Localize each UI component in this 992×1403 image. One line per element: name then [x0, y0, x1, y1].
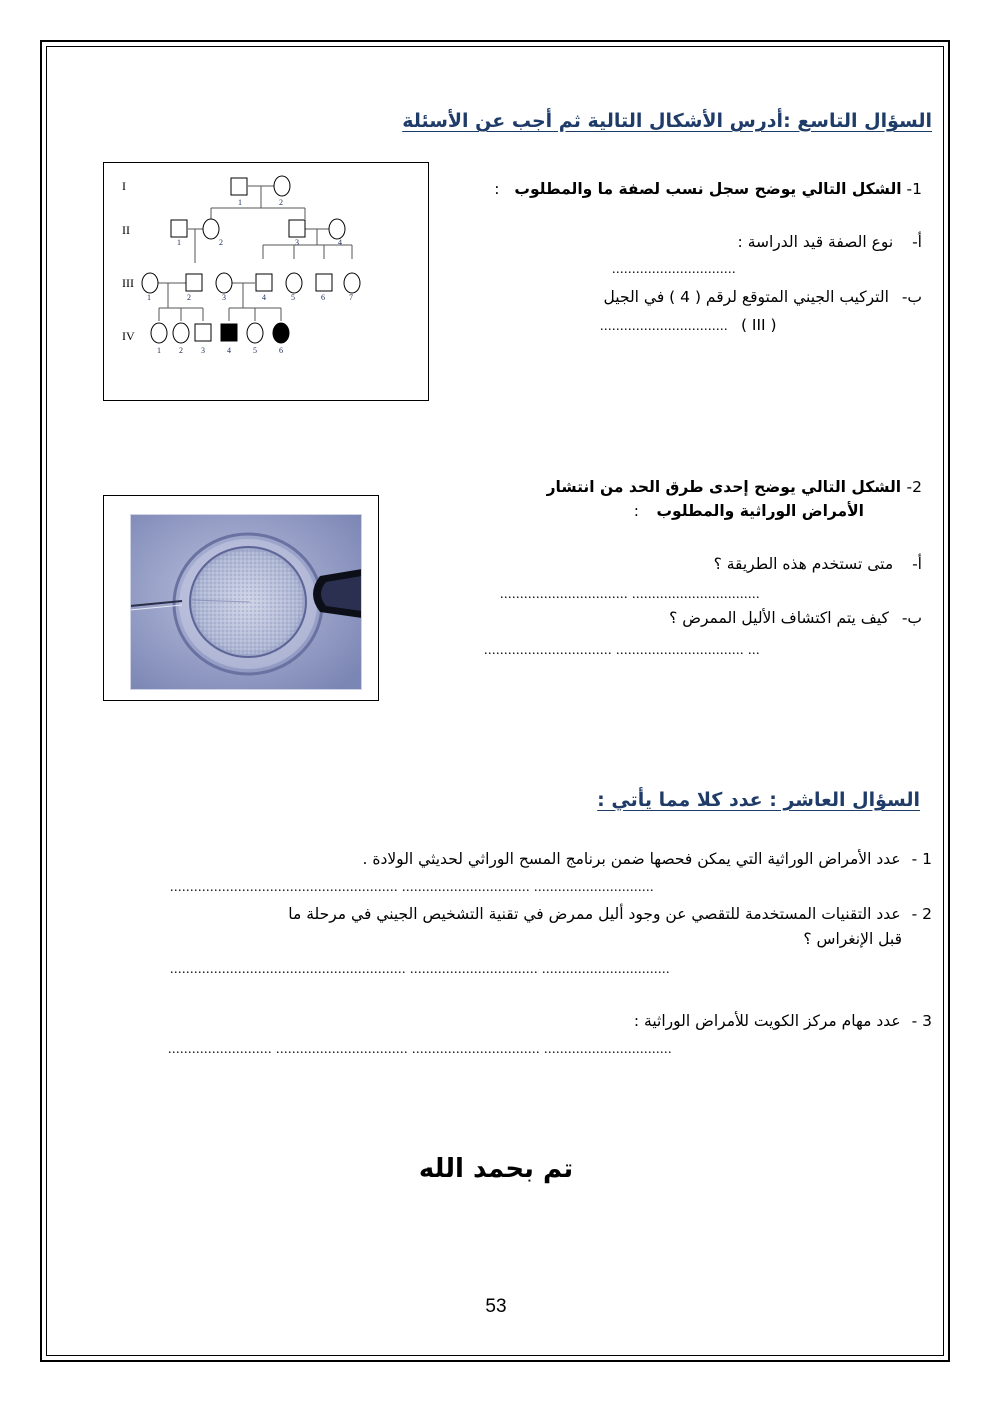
q10-item2 [288, 905, 932, 923]
q9-item2-b-text: كيف يتم اكتشاف الأليل الممرض ؟ [669, 609, 889, 627]
q10-item2-text: عدد التقنيات المستخدمة للتقصي عن وجود أليل ممرض في تقنية التشخيص الجيني في مرحلة ما [288, 905, 901, 923]
q9-item2-num: 2- [906, 478, 922, 496]
q9-item2-b [669, 609, 922, 627]
gen3-female-3 [216, 273, 232, 293]
gen3-label-1: 1 [147, 293, 151, 302]
q9-item2-title-line2 [634, 502, 864, 520]
gen2-male-3 [289, 220, 305, 237]
gen2-female-4 [329, 219, 345, 239]
gen3-male-6 [316, 274, 332, 291]
q9-item1-a [738, 233, 922, 251]
q9-item1-b-label: ب- [901, 288, 922, 306]
q10-item3 [634, 1012, 932, 1030]
q10-item3-dots: .......................... ................................. ................................ ................................ [168, 1042, 672, 1057]
pedigree-figure [103, 162, 429, 401]
q9-item2-title-text1: الشكل التالي يوضح إحدى طرق الحد من انتشار [546, 478, 902, 496]
gen2-female-2 [203, 219, 219, 239]
q9-item1-title-text: الشكل التالي يوضح سجل نسب لصفة ما والمطلوب [514, 180, 902, 198]
gen-label-II: II [122, 223, 130, 237]
q9-heading: السؤال التاسع :أدرس الأشكال التالية ثم أجب عن الأسئلة [402, 110, 932, 132]
gen-label-IV: IV [122, 329, 135, 343]
gen3-label-6: 6 [321, 293, 325, 302]
gen-label-I: I [122, 179, 126, 193]
generation-labels [122, 179, 135, 343]
closing-text: تم بحمد الله [418, 1154, 574, 1184]
q9-item2-title-text2: الأمراض الوراثية والمطلوب [656, 502, 864, 520]
q9-item1-a-label: أ- [912, 233, 922, 251]
q9-item1-num: 1- [906, 180, 922, 198]
gen4-label-6: 6 [279, 346, 283, 355]
q10-item2-line2: قبل الإنغراس ؟ [803, 930, 902, 948]
q10-item1-num: 1 - [911, 850, 932, 868]
embryo-biopsy-image [130, 514, 362, 690]
gen1-male-1 [231, 178, 247, 195]
q10-item2-dots: ........................................................... ................................ ................................ [170, 962, 670, 977]
gen3-male-2 [186, 274, 202, 291]
embryo-biopsy-figure [103, 495, 379, 701]
gen3-label-4: 4 [262, 293, 266, 302]
gen4-label-3: 3 [201, 346, 205, 355]
gen4-female-2 [173, 323, 189, 343]
q10-item1-dots: ......................................................... ................................ .............................. [170, 880, 654, 895]
gen4-label-4: 4 [227, 346, 231, 355]
gen3-female-1 [142, 273, 158, 293]
gen4-female-5 [247, 323, 263, 343]
q9-item2-a-dots: ................................ ................................ [500, 587, 760, 602]
gen3-label-3: 3 [222, 293, 226, 302]
q9-item1-b-line2 [600, 316, 777, 335]
gen2-label-4: 4 [338, 238, 342, 247]
q9-item2-a [714, 555, 922, 573]
pedigree-chart [104, 163, 427, 399]
q9-item1-a-dots: ............................... [612, 262, 736, 277]
q9-item2-a-label: أ- [912, 555, 922, 573]
q9-item2-title-line1 [547, 478, 922, 496]
gen1-female-2 [274, 176, 290, 196]
gen3-female-7 [344, 273, 360, 293]
q9-item1-colon: : [494, 180, 500, 198]
q10-item3-num: 3 - [911, 1012, 932, 1030]
gen3-label-2: 2 [187, 293, 191, 302]
gen3-label-5: 5 [291, 293, 295, 302]
q9-item2-b-dots: ................................ ................................ ... [484, 643, 760, 658]
q9-item1-title [494, 180, 922, 198]
gen4-label-1: 1 [157, 346, 161, 355]
q9-item2-b-label: ب- [901, 609, 922, 627]
gen3-label-7: 7 [349, 293, 353, 302]
q9-item2-colon: : [633, 502, 640, 520]
gen2-label-2: 2 [219, 238, 223, 247]
q9-item1-a-text: نوع الصفة قيد الدراسة : [737, 233, 894, 251]
gen3-female-5 [286, 273, 302, 293]
gen4-female-1 [151, 323, 167, 343]
q9-item2-a-text: متى تستخدم هذه الطريقة ؟ [713, 555, 894, 573]
q10-item2-num: 2 - [911, 905, 932, 923]
gen4-label-2: 2 [179, 346, 183, 355]
q9-item1-b [604, 288, 922, 306]
gen2-label-1: 1 [177, 238, 181, 247]
q9-item1-b-text: التركيب الجيني المتوقع لرقم ( 4 ) في الجيل [603, 288, 889, 306]
gen4-female-6-affected [273, 323, 289, 343]
gen3-male-4 [256, 274, 272, 291]
gen4-label-5: 5 [253, 346, 257, 355]
page-number: 53 [485, 1296, 507, 1317]
gen-label-III: III [122, 276, 134, 290]
q10-item3-text: عدد مهام مركز الكويت للأمراض الوراثية : [633, 1012, 901, 1030]
gen1-label-1: 1 [238, 198, 242, 207]
q10-item1-text: عدد الأمراض الوراثية التي يمكن فحصها ضمن برنامج المسح الوراثي لحديثي الولادة . [362, 850, 901, 868]
q9-item1-b-dots: ................................ [600, 319, 728, 334]
gen2-label-3: 3 [295, 238, 299, 247]
gen2-male-1 [171, 220, 187, 237]
gen1-label-2: 2 [279, 198, 283, 207]
gen4-male-4-affected [221, 324, 237, 341]
q9-item1-b-cont: ( III ) [740, 316, 777, 334]
pedigree-symbols [142, 176, 360, 343]
gen4-male-3 [195, 324, 211, 341]
q10-item1 [362, 850, 932, 868]
q10-heading: السؤال العاشر : عدد كلا مما يأتي : [597, 789, 920, 811]
